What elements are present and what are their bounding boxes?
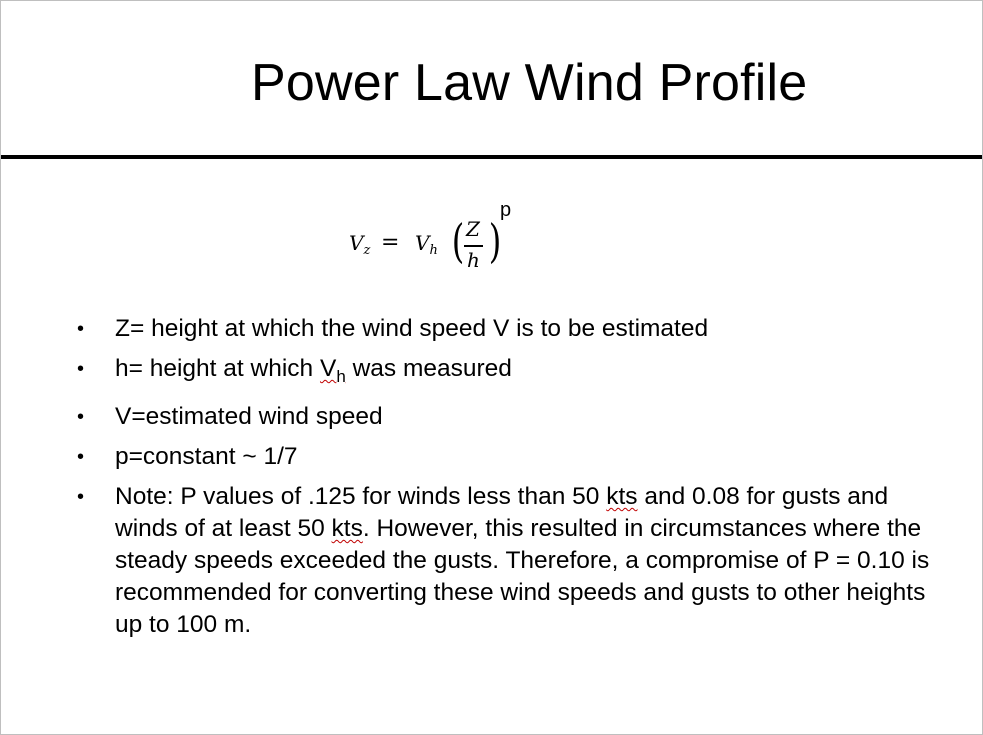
list-item: • V=estimated wind speed — [77, 401, 957, 433]
formula-exponent: p — [500, 199, 512, 221]
formula-lhs: $V_z$ — [349, 231, 371, 258]
list-item: • Note: P values of .125 for winds less than 50 kts and 0.08 for gusts and winds of at least 50 kts. However, this resulted in circumstances where the steady speeds exceeded the gusts. Therefore, a compromise of P = 0.10 is recommended for converting these wind speeds and gusts to other heights up to 100 m. — [77, 483, 930, 638]
formula-numerator: Z — [466, 217, 480, 241]
list-item: • h= height at which $V_h$ was measured — [77, 355, 512, 386]
list-item: • p=constant ~ 1/7 — [77, 441, 957, 473]
bullet-icon: • — [77, 358, 85, 380]
list-item: • Z= height at which the wind speed V is to be estimated — [77, 313, 957, 345]
formula-fraction-bar — [464, 245, 483, 247]
formula-rhs-speed: $V_h$ — [415, 231, 438, 258]
bullet-icon: • — [77, 318, 85, 340]
spellcheck-flagged-word: $V_h$ — [319, 355, 346, 386]
bullet-icon: • — [77, 446, 85, 468]
formula-left-paren: ( — [451, 214, 465, 268]
spellcheck-flagged-word: kts — [331, 515, 363, 542]
definition-list — [77, 313, 957, 649]
formula-denominator: h — [467, 248, 480, 272]
title-divider — [1, 155, 982, 159]
bullet-icon: • — [77, 406, 85, 428]
formula-right-paren: ) — [488, 214, 502, 268]
bullet-icon: • — [77, 486, 85, 508]
spellcheck-flagged-word: kts — [606, 483, 638, 510]
power-law-formula — [347, 197, 527, 289]
slide-title: Power Law Wind Profile — [251, 54, 808, 112]
formula-equals: = — [381, 230, 400, 255]
